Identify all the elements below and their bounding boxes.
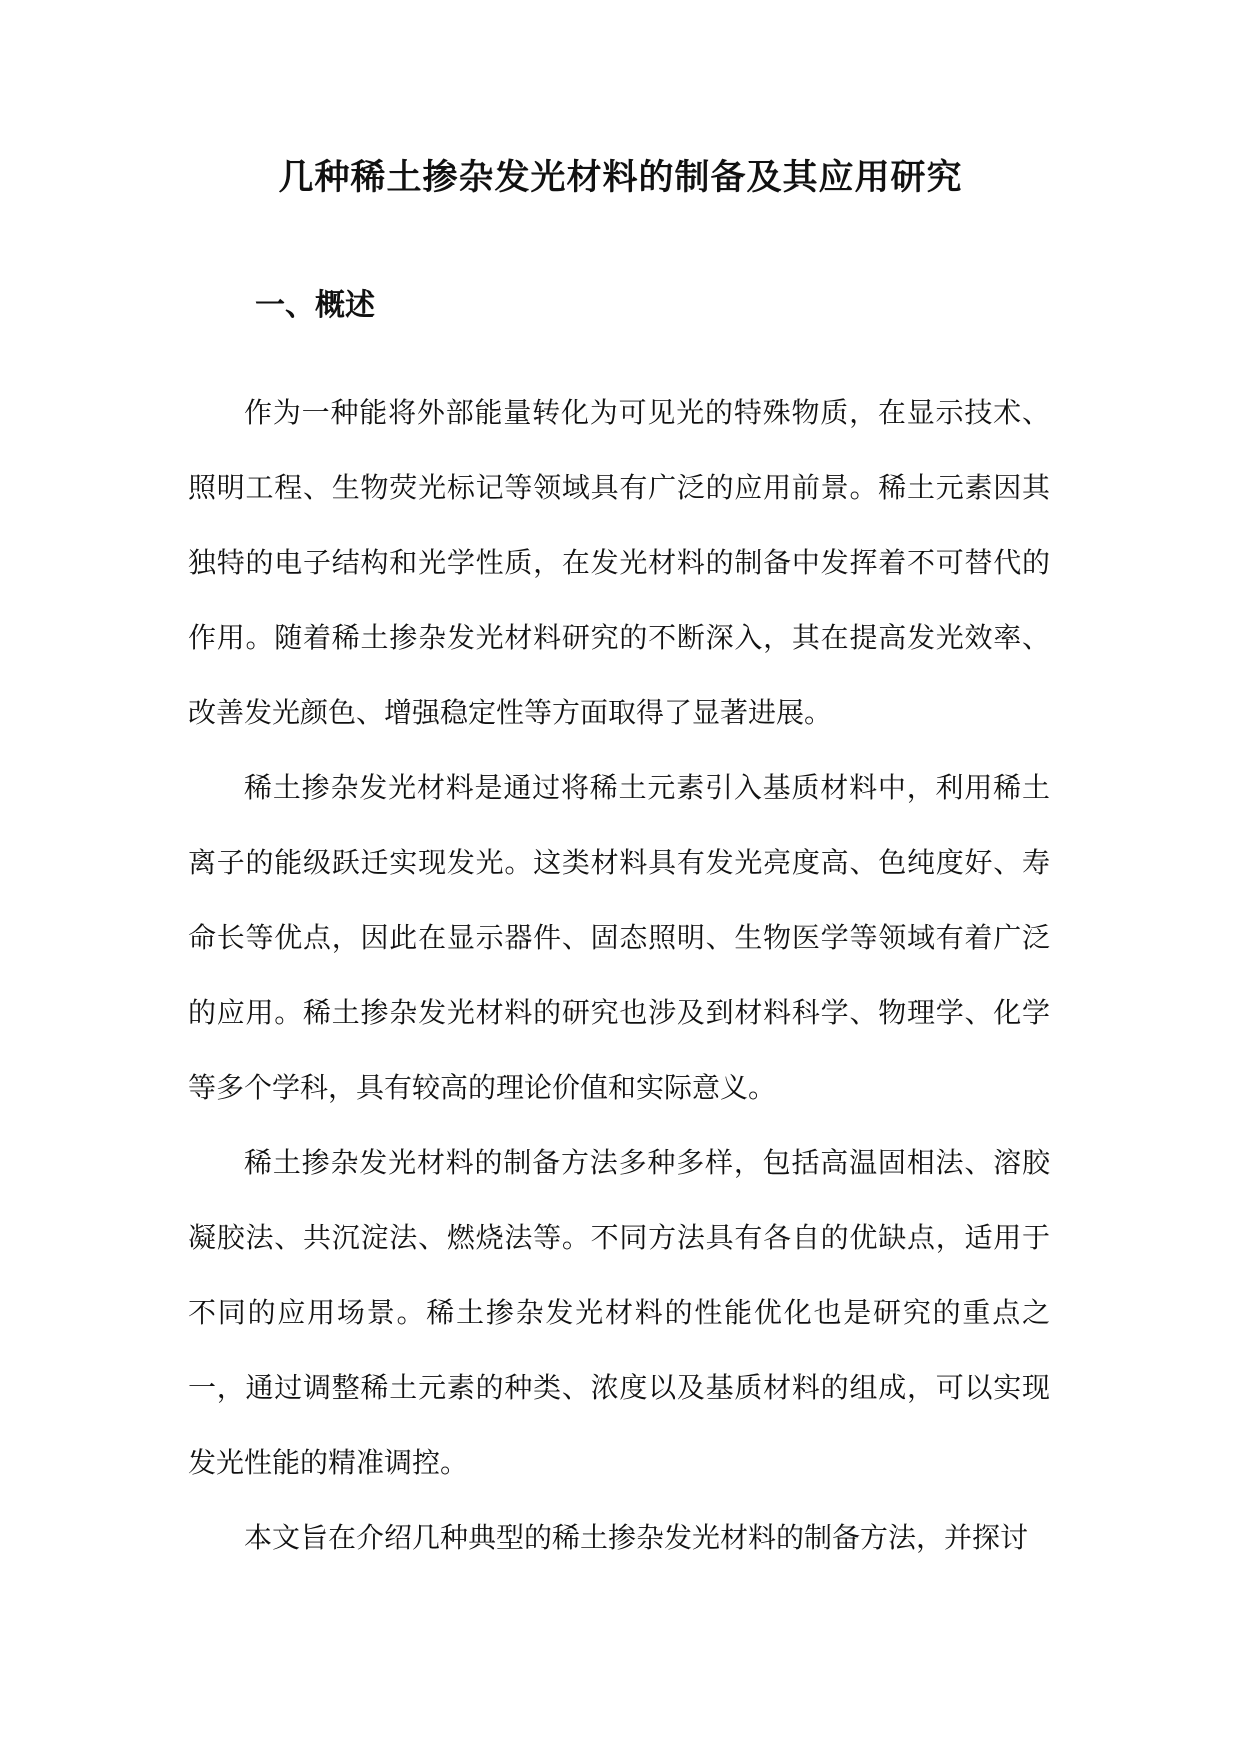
document-body [188,375,1050,1575]
document-title: 几种稀土掺杂发光材料的制备及其应用研究 [278,157,963,198]
section-heading-overview: 一、概述 [255,288,375,323]
paragraph: 作为一种能将外部能量转化为可见光的特殊物质，在显示技术、照明工程、生物荧光标记等领域具有广泛的应用前景。稀土元素因其独特的电子结构和光学性质，在发光材料的制备中发挥着不可替代的作用。随着稀土掺杂发光材料研究的不断深入，其在提高发光效率、改善发光颜色、增强稳定性等方面取得了显著进展。 [188,396,1050,729]
paragraph: 稀土掺杂发光材料是通过将稀土元素引入基质材料中，利用稀土离子的能级跃迁实现发光。这类材料具有发光亮度高、色纯度好、寿命长等优点，因此在显示器件、固态照明、生物医学等领域有着广泛的应用。稀土掺杂发光材料的研究也涉及到材料科学、物理学、化学等多个学科，具有较高的理论价值和实际意义。 [188,771,1050,1104]
paragraph: 本文旨在介绍几种典型的稀土掺杂发光材料的制备方法，并探讨 [244,1521,1029,1554]
paragraph: 稀土掺杂发光材料的制备方法多种多样，包括高温固相法、溶胶凝胶法、共沉淀法、燃烧法等。不同方法具有各自的优缺点，适用于不同的应用场景。稀土掺杂发光材料的性能优化也是研究的重点之一，通过调整稀土元素的种类、浓度以及基质材料的组成，可以实现发光性能的精准调控。 [188,1146,1050,1479]
